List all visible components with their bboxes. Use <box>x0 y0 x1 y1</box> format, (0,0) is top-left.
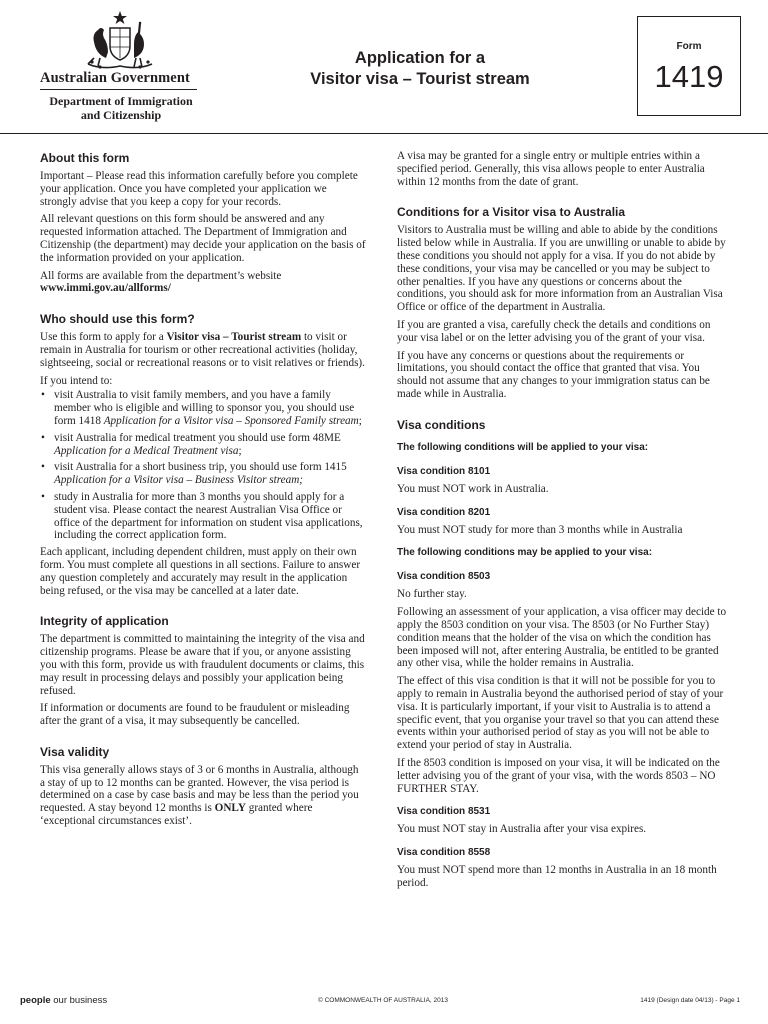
right-column <box>397 150 727 890</box>
bullet-1-text: visit Australia to visit family members, and you have a family member who is eligible and willing to sponsor you, you should use form 1418 <box>54 389 355 427</box>
condition-8201-text: You must NOT study for more than 3 months while in Australia <box>397 523 683 536</box>
who-p1-text-end: to visit or remain in Australia for tourism or other recreational activities (holiday, sightseeing, social or recreational reasons or to visit relatives or friends). <box>40 331 365 369</box>
condition-8531-heading: Visa condition 8531 <box>397 806 491 818</box>
department-line-2: and Citizenship <box>80 108 162 122</box>
about-website-text: All forms are available from the department’s website <box>40 269 282 282</box>
footer-brand-bold: people <box>20 995 51 1006</box>
about-heading: About this form <box>40 151 130 165</box>
conditions-paragraph-2: If you are granted a visa, carefully check the details and conditions on your visa label or on the letter advising you of the grant of your visa. <box>397 318 711 344</box>
page-footer <box>0 995 768 1009</box>
condition-8531-text: You must NOT stay in Australia after your visa expires. <box>397 823 647 836</box>
condition-8503-text-2: Following an assessment of your application, a visa officer may decide to apply the 8503 condition on your visa. The 8503 (or No Further Stay) condition means that the holder of the visa on which the condition has been imposed will not, after entering Australia, be entitled to be granted any other visa, while the holder remains in Australia. <box>397 606 727 670</box>
condition-8101-heading: Visa condition 8101 <box>397 465 491 477</box>
government-name: Australian Government <box>40 70 190 86</box>
integrity-paragraph-1: The department is committed to maintaining the integrity of the visa and citizenship programs. Please be aware that if you, or anyone assisting you with this form, provide us with fraudulent documents or claims, this may result in processing delays and possibly your application being refused. <box>40 633 365 697</box>
validity-text-end: granted where ‘exceptional circumstances exist’. <box>40 802 313 828</box>
bullet-3-text: visit Australia for a short business trip, you should use form 1415 <box>54 461 347 474</box>
form-header <box>0 0 768 134</box>
government-divider <box>40 89 197 90</box>
coat-of-arms-icon <box>78 10 162 72</box>
conditions-heading: Conditions for a Visitor visa to Australia <box>397 205 626 220</box>
bullet-3-form-name: Application for a Visitor visa – Business Visitor stream; <box>54 474 304 487</box>
bullet-1-end: ; <box>358 414 362 427</box>
about-paragraph-1: Important – Please read this information carefully before you complete your application. Once you have completed your application we strongly advise that you keep a copy for your records. <box>40 170 358 208</box>
who-paragraph-1 <box>40 331 366 369</box>
who-p1-text: Use this form to apply for a <box>40 331 167 344</box>
conditions-paragraph-3: If you have any concerns or questions about the requirements or limitations, you should contact the office that granted that visa. You should not assume that any changes to your immigration status can be made while in Australia. <box>397 349 710 400</box>
bullet-1-form-name: Application for a Visitor visa – Sponsored Family stream <box>103 414 359 427</box>
intent-list <box>40 389 366 542</box>
footer-page-number: 1419 (Design date 04/13) - Page 1 <box>640 997 740 1004</box>
who-p1-visa-name: Visitor visa – Tourist stream <box>166 331 302 344</box>
about-paragraph-3 <box>40 270 366 296</box>
form-number: 1419 <box>654 59 724 94</box>
form-title <box>290 48 550 90</box>
entry-paragraph: A visa may be granted for a single entry or multiple entries within a specified period. Generally, this visa allows people to enter Australia within 12 months from the date of grant. <box>397 150 705 188</box>
will-apply-subheading: The following conditions will be applied to your visa: <box>397 441 649 453</box>
footer-brand-rest: our business <box>50 995 108 1006</box>
who-heading: Who should use this form? <box>40 312 195 327</box>
form-number-box <box>637 16 741 116</box>
list-item: • study in Australia for more than 3 months you should apply for a student visa. Please contact the nearest Australian Visa Office or office of the department for information on student visa applications, including the correct application form. <box>40 491 366 542</box>
footer-copyright: © COMMONWEALTH OF AUSTRALIA, 2013 <box>318 997 448 1004</box>
integrity-paragraph-2: If information or documents are found to be fraudulent or misleading after the grant of a visa, it may subsequently be cancelled. <box>40 702 350 728</box>
list-item <box>40 389 366 427</box>
bullet-2-end: ; <box>238 444 242 457</box>
allforms-link[interactable]: www.immi.gov.au/allforms/ <box>40 282 171 295</box>
validity-text: This visa generally allows stays of 3 or 6 months in Australia, although a stay of up to 12 months can be granted. However, the visa period is determined on a case by case basis and may be less than the period you requested. A stay beyond 12 months is <box>40 763 359 815</box>
bullet-2-form-name: Application for a Medical Treatment visa <box>54 444 239 457</box>
may-apply-subheading: The following conditions may be applied to your visa: <box>397 547 653 559</box>
condition-8558-heading: Visa condition 8558 <box>397 847 491 859</box>
who-paragraph-3: Each applicant, including dependent children, must apply on their own form. You must complete all questions in all sections. Failure to answer any question completely and accurately may result in the application being refused, or the visa may be cancelled at a later date. <box>40 546 361 597</box>
left-column <box>40 150 366 828</box>
condition-8503-text-4: If the 8503 condition is imposed on your visa, it will be indicated on the letter advising you of the grant of your visa, with the words 8503 – NO FURTHER STAY. <box>397 756 720 795</box>
form-label: Form <box>676 41 702 52</box>
about-paragraph-2: All relevant questions on this form should be answered and any requested information attached. The Department of Immigration and Citizenship (the department) may decide your application on the basis of the information provided on your application. <box>40 213 366 264</box>
condition-8558-text: You must NOT spend more than 12 months in Australia in an 18 month period. <box>397 864 717 889</box>
condition-8101-text: You must NOT work in Australia. <box>397 482 549 495</box>
validity-only: ONLY <box>214 802 246 815</box>
header-divider <box>0 133 768 134</box>
condition-8503-heading: Visa condition 8503 <box>397 571 491 583</box>
department-name <box>40 94 202 122</box>
form-title-line-1: Application for a <box>354 49 486 67</box>
conditions-paragraph-1: Visitors to Australia must be willing and able to abide by the conditions listed below while in Australia. If you are unwilling or unable to abide by these conditions you should not apply for a visa. If you do not abide by these conditions, your visa may be cancelled or you may be subject to other penalties. If you have any questions or concerns about the conditions, you should ask for more information from an Australian Visa Office or office of the department in Australia. <box>397 224 726 314</box>
list-item <box>40 432 366 458</box>
integrity-heading: Integrity of application <box>40 614 169 629</box>
list-item <box>40 461 366 487</box>
form-title-line-2: Visitor visa – Tourist stream <box>310 70 530 88</box>
condition-8503-text-3: The effect of this visa condition is that it will not be possible for you to apply to remain in Australia beyond the authorised period of stay of your visa. It is particularly important, if your visit to Australia is to attend a specific event, that you organise your travel so that you can attend these events within your authorised period of stay as you will not be able to extend your period of stay in Australia. <box>397 675 724 752</box>
footer-brand <box>20 995 107 1006</box>
validity-heading: Visa validity <box>40 744 110 759</box>
department-line-1: Department of Immigration <box>49 94 193 108</box>
condition-8503-text-1: No further stay. <box>397 588 467 601</box>
condition-8201-heading: Visa condition 8201 <box>397 506 491 518</box>
visa-conditions-heading: Visa conditions <box>397 417 486 432</box>
validity-paragraph <box>40 764 366 828</box>
who-paragraph-2: If you intend to: <box>40 374 113 387</box>
bullet-2-text: visit Australia for medical treatment you should use form 48ME <box>54 431 341 444</box>
